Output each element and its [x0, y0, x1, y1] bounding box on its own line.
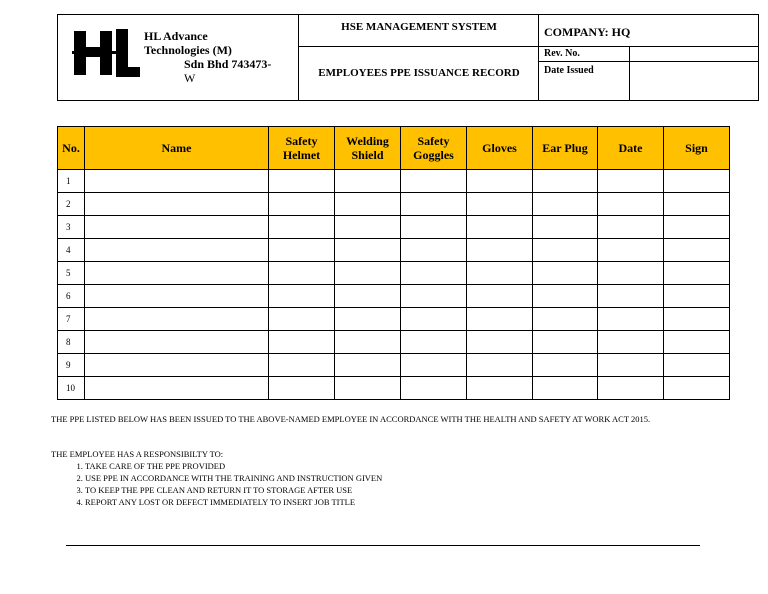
safety-helmet-cell[interactable]	[269, 239, 335, 262]
table-header-row	[58, 127, 730, 170]
ear-plug-cell[interactable]	[533, 285, 598, 308]
welding-shield-cell[interactable]	[335, 377, 401, 400]
system-title: HSE MANAGEMENT SYSTEM	[341, 21, 497, 33]
list-item: 1. TAKE CARE OF THE PPE PROVIDED	[85, 460, 382, 472]
welding-shield-cell[interactable]	[335, 354, 401, 377]
sign-cell[interactable]	[664, 308, 730, 331]
safety-helmet-cell[interactable]	[269, 285, 335, 308]
header-divider	[298, 46, 758, 47]
ear-plug-cell[interactable]	[533, 193, 598, 216]
sign-cell[interactable]	[664, 262, 730, 285]
safety-helmet-cell[interactable]	[269, 331, 335, 354]
company-registration-suffix: W	[184, 71, 196, 85]
row-number: 7	[58, 308, 85, 331]
sign-cell[interactable]	[664, 170, 730, 193]
gloves-cell[interactable]	[467, 170, 533, 193]
safety-helmet-cell[interactable]	[269, 193, 335, 216]
ear-plug-cell[interactable]	[533, 354, 598, 377]
welding-shield-cell[interactable]	[335, 216, 401, 239]
list-item: 4. REPORT ANY LOST OR DEFECT IMMEDIATELY TO INSERT JOB TITLE	[85, 496, 382, 508]
ear-plug-cell[interactable]	[533, 308, 598, 331]
column-header-welding-shield: Welding Shield	[335, 127, 401, 170]
sign-cell[interactable]	[664, 331, 730, 354]
column-header-sign: Sign	[664, 127, 730, 170]
safety-goggles-cell[interactable]	[401, 308, 467, 331]
ear-plug-cell[interactable]	[533, 216, 598, 239]
header-divider	[629, 46, 630, 100]
date-issued-label: Date Issued	[544, 65, 594, 76]
ear-plug-cell[interactable]	[533, 170, 598, 193]
table-row	[58, 331, 730, 354]
safety-goggles-cell[interactable]	[401, 170, 467, 193]
name-cell[interactable]	[85, 354, 269, 377]
name-cell[interactable]	[85, 308, 269, 331]
name-cell[interactable]	[85, 285, 269, 308]
table-row	[58, 262, 730, 285]
table-row	[58, 216, 730, 239]
ppe-issuance-table	[57, 126, 730, 400]
safety-goggles-cell[interactable]	[401, 331, 467, 354]
gloves-cell[interactable]	[467, 354, 533, 377]
row-number: 4	[58, 239, 85, 262]
sign-cell[interactable]	[664, 377, 730, 400]
table-row	[58, 170, 730, 193]
gloves-cell[interactable]	[467, 285, 533, 308]
company-label: COMPANY: HQ	[544, 25, 631, 39]
safety-helmet-cell[interactable]	[269, 262, 335, 285]
date-cell[interactable]	[598, 216, 664, 239]
safety-goggles-cell[interactable]	[401, 377, 467, 400]
safety-helmet-cell[interactable]	[269, 377, 335, 400]
table-row	[58, 239, 730, 262]
safety-helmet-cell[interactable]	[269, 308, 335, 331]
name-cell[interactable]	[85, 193, 269, 216]
document-header	[57, 14, 759, 101]
company-registration: Sdn Bhd 743473-	[184, 57, 272, 71]
name-cell[interactable]	[85, 170, 269, 193]
column-header-date: Date	[598, 127, 664, 170]
list-item: 3. TO KEEP THE PPE CLEAN AND RETURN IT TO STORAGE AFTER USE	[85, 484, 382, 496]
safety-goggles-cell[interactable]	[401, 193, 467, 216]
date-cell[interactable]	[598, 331, 664, 354]
safety-goggles-cell[interactable]	[401, 354, 467, 377]
rev-no-label: Rev. No.	[544, 48, 580, 59]
date-cell[interactable]	[598, 170, 664, 193]
gloves-cell[interactable]	[467, 262, 533, 285]
name-cell[interactable]	[85, 262, 269, 285]
row-number: 5	[58, 262, 85, 285]
date-cell[interactable]	[598, 285, 664, 308]
gloves-cell[interactable]	[467, 216, 533, 239]
welding-shield-cell[interactable]	[335, 331, 401, 354]
gloves-cell[interactable]	[467, 308, 533, 331]
safety-goggles-cell[interactable]	[401, 239, 467, 262]
column-header-safety-goggles: Safety Goggles	[401, 127, 467, 170]
safety-helmet-cell[interactable]	[269, 216, 335, 239]
welding-shield-cell[interactable]	[335, 285, 401, 308]
table-row	[58, 377, 730, 400]
sign-cell[interactable]	[664, 285, 730, 308]
signature-line	[66, 545, 700, 546]
row-number: 1	[58, 170, 85, 193]
company-logo	[72, 27, 142, 79]
row-number: 8	[58, 331, 85, 354]
table-row	[58, 193, 730, 216]
gloves-cell[interactable]	[467, 193, 533, 216]
welding-shield-cell[interactable]	[335, 170, 401, 193]
column-header-ear-plug: Ear Plug	[533, 127, 598, 170]
gloves-cell[interactable]	[467, 239, 533, 262]
company-name	[144, 29, 294, 85]
company-name-line: HL Advance	[144, 29, 208, 43]
safety-helmet-cell[interactable]	[269, 170, 335, 193]
name-cell[interactable]	[85, 239, 269, 262]
column-header-no: No.	[58, 127, 85, 170]
table-row	[58, 308, 730, 331]
table-row	[58, 285, 730, 308]
ear-plug-cell[interactable]	[533, 377, 598, 400]
date-cell[interactable]	[598, 308, 664, 331]
date-cell[interactable]	[598, 377, 664, 400]
ear-plug-cell[interactable]	[533, 239, 598, 262]
row-number: 6	[58, 285, 85, 308]
header-divider	[538, 61, 758, 62]
date-cell[interactable]	[598, 262, 664, 285]
column-header-gloves: Gloves	[467, 127, 533, 170]
responsibility-intro: THE EMPLOYEE HAS A RESPONSIBILTY TO:	[51, 449, 224, 459]
row-number: 2	[58, 193, 85, 216]
column-header-name: Name	[85, 127, 269, 170]
name-cell[interactable]	[85, 331, 269, 354]
safety-helmet-cell[interactable]	[269, 354, 335, 377]
date-cell[interactable]	[598, 193, 664, 216]
sign-cell[interactable]	[664, 239, 730, 262]
issuance-statement: THE PPE LISTED BELOW HAS BEEN ISSUED TO THE ABOVE-NAMED EMPLOYEE IN ACCORDANCE WITH THE HEALTH AND SAFETY AT WORK ACT 2015.	[51, 414, 651, 424]
sign-cell[interactable]	[664, 193, 730, 216]
responsibility-list	[51, 460, 382, 508]
welding-shield-cell[interactable]	[335, 239, 401, 262]
welding-shield-cell[interactable]	[335, 262, 401, 285]
company-name-line: Technologies (M)	[144, 43, 232, 57]
date-cell[interactable]	[598, 354, 664, 377]
table-row	[58, 354, 730, 377]
ear-plug-cell[interactable]	[533, 262, 598, 285]
row-number: 10	[58, 377, 85, 400]
column-header-safety-helmet: Safety Helmet	[269, 127, 335, 170]
sign-cell[interactable]	[664, 354, 730, 377]
list-item: 2. USE PPE IN ACCORDANCE WITH THE TRAINING AND INSTRUCTION GIVEN	[85, 472, 382, 484]
safety-goggles-cell[interactable]	[401, 216, 467, 239]
welding-shield-cell[interactable]	[335, 308, 401, 331]
ear-plug-cell[interactable]	[533, 331, 598, 354]
safety-goggles-cell[interactable]	[401, 285, 467, 308]
name-cell[interactable]	[85, 377, 269, 400]
sign-cell[interactable]	[664, 216, 730, 239]
gloves-cell[interactable]	[467, 331, 533, 354]
welding-shield-cell[interactable]	[335, 193, 401, 216]
date-cell[interactable]	[598, 239, 664, 262]
row-number: 9	[58, 354, 85, 377]
safety-goggles-cell[interactable]	[401, 262, 467, 285]
name-cell[interactable]	[85, 216, 269, 239]
gloves-cell[interactable]	[467, 377, 533, 400]
document-title: EMPLOYEES PPE ISSUANCE RECORD	[318, 67, 520, 79]
row-number: 3	[58, 216, 85, 239]
